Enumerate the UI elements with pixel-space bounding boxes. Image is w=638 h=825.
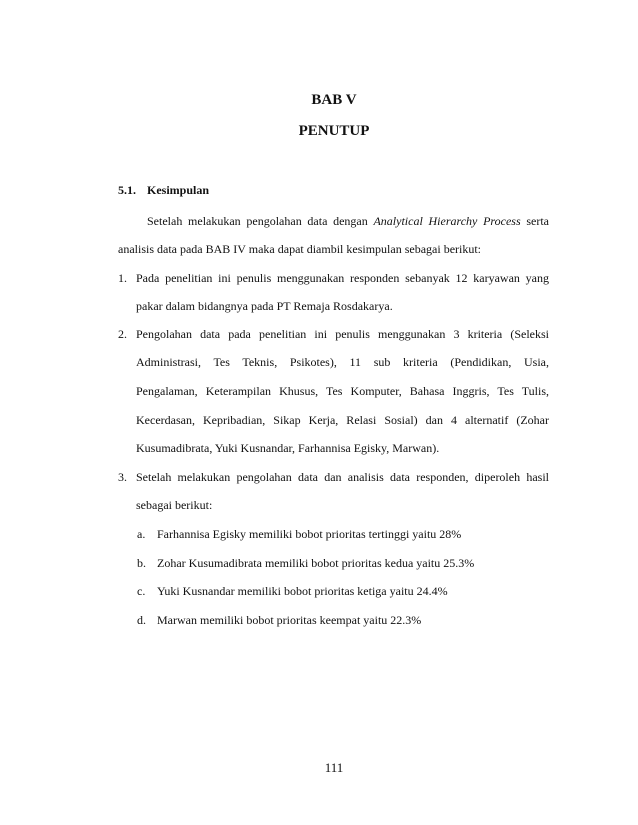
list-item-line: Kecerdasan, Kepribadian, Sikap Kerja, Relasi Sosial) dan 4 alternatif (Zohar xyxy=(136,413,549,427)
list-item-line: pakar dalam bidangnya pada PT Remaja Rosdakarya. xyxy=(136,299,393,313)
sub-item-text: Zohar Kusumadibrata memiliki bobot prioritas kedua yaitu 25.3% xyxy=(157,556,475,570)
sub-item-text: Marwan memiliki bobot prioritas keempat yaitu 22.3% xyxy=(157,613,422,627)
chapter-title: PENUTUP xyxy=(298,123,370,139)
list-item-line: sebagai berikut: xyxy=(136,498,213,512)
list-item-line: Pada penelitian ini penulis menggunakan responden sebanyak 12 karyawan yang xyxy=(136,271,549,285)
sub-item-letter: a. xyxy=(137,527,146,541)
list-item-line: Pengalaman, Keterampilan Khusus, Tes Komputer, Bahasa Inggris, Tes Tulis, xyxy=(136,384,549,398)
list-item-line: Pengolahan data pada penelitian ini penulis menggunakan 3 kriteria (Seleksi xyxy=(136,327,549,341)
list-item-line: Kusumadibrata, Yuki Kusnandar, Farhannisa Egisky, Marwan). xyxy=(136,441,440,455)
sub-item-letter: b. xyxy=(137,556,146,570)
sub-item-text: Yuki Kusnandar memiliki bobot prioritas ketiga yaitu 24.4% xyxy=(157,584,448,598)
list-item-number: 1. xyxy=(118,271,127,285)
list-item-number: 3. xyxy=(118,470,127,484)
list-item-number: 2. xyxy=(118,327,127,341)
chapter-label: BAB V xyxy=(311,92,357,108)
list-item-line: Setelah melakukan pengolahan data dan analisis data responden, diperoleh hasil xyxy=(136,470,549,484)
sub-item-letter: c. xyxy=(137,584,146,598)
section-title: Kesimpulan xyxy=(147,183,210,197)
sub-item-letter: d. xyxy=(137,613,146,627)
page-number: 111 xyxy=(324,760,344,775)
list-item-line: Administrasi, Tes Teknis, Psikotes), 11 sub kriteria (Pendidikan, Usia, xyxy=(136,355,549,369)
sub-item-text: Farhannisa Egisky memiliki bobot prioritas tertinggi yaitu 28% xyxy=(157,527,462,541)
intro-line-1: Setelah melakukan pengolahan data dengan Analytical Hierarchy Process serta xyxy=(147,214,549,228)
intro-line-2: analisis data pada BAB IV maka dapat diambil kesimpulan sebagai berikut: xyxy=(118,242,482,256)
section-number: 5.1. xyxy=(118,183,136,197)
